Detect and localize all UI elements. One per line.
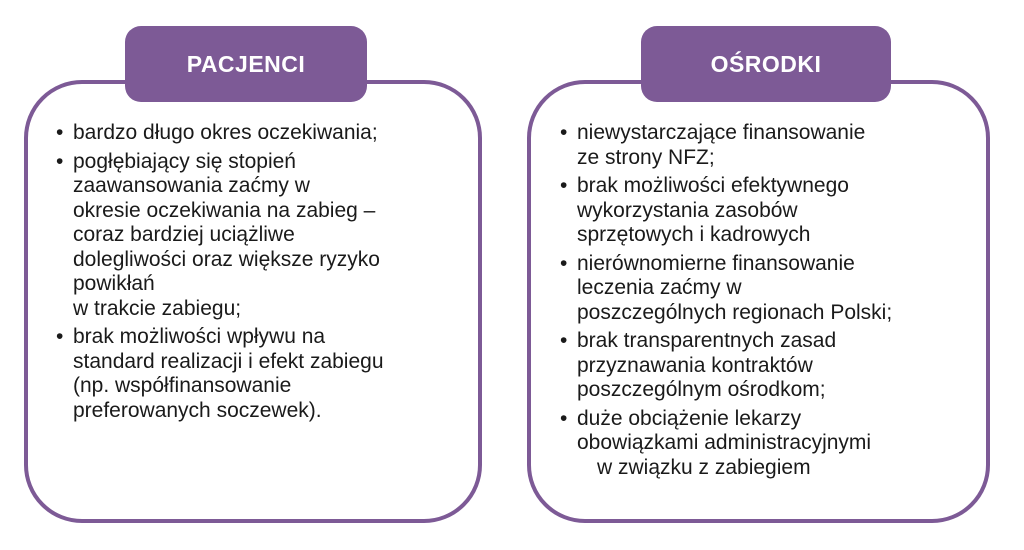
list-item	[52, 121, 470, 146]
list-item-line: preferowanych soczewek).	[73, 398, 322, 422]
list-item-line: brak możliwości efektywnego	[577, 174, 849, 197]
list-item-line: w trakcie zabiegu;	[73, 296, 242, 320]
list-item-line: poszczególnym ośrodkom;	[577, 378, 826, 401]
list-item-line: standard realizacji i efekt zabiegu	[73, 349, 384, 373]
list-item-line: brak możliwości wpływu na	[73, 325, 326, 348]
list-item-line: (np. współfinansowanie	[73, 374, 292, 397]
list-item-line: zaawansowania zaćmy w	[73, 174, 310, 197]
bullet-icon: •	[56, 325, 64, 348]
patients-title-tab	[125, 26, 367, 102]
bullet-icon: •	[560, 406, 568, 430]
list-item-line: nierównomierne finansowanie	[577, 251, 855, 275]
list-item-line: bardzo długo okres oczekiwania;	[73, 121, 378, 144]
list-item	[556, 329, 976, 403]
list-item	[556, 407, 976, 481]
list-item-line: przyznawania kontraktów	[577, 353, 813, 377]
centers-list	[556, 121, 976, 484]
list-item-line: dolegliwości oraz większe ryzyko	[73, 247, 380, 271]
list-item	[556, 174, 976, 248]
bullet-icon: •	[560, 121, 568, 144]
list-item-line: coraz bardziej uciążliwe	[73, 223, 295, 246]
list-item-line: sprzętowych i kadrowych	[577, 223, 811, 246]
bullet-icon: •	[560, 329, 568, 352]
list-item-line: ze strony NFZ;	[577, 145, 715, 169]
list-item-line: obowiązkami administracyjnymi	[577, 431, 872, 454]
centers-title: OŚRODKI	[710, 50, 822, 77]
list-item-line: okresie oczekiwania na zabieg –	[73, 198, 376, 222]
list-item-line: brak transparentnych zasad	[577, 329, 837, 352]
list-item	[52, 150, 470, 322]
bullet-icon: •	[560, 174, 568, 197]
patients-title: PACJENCI	[186, 50, 306, 77]
list-item-line: niewystarczające finansowanie	[577, 121, 866, 144]
list-item	[52, 325, 470, 423]
list-item	[556, 252, 976, 326]
list-item	[556, 121, 976, 170]
bullet-icon: •	[56, 121, 64, 144]
patients-list	[52, 121, 470, 427]
list-item-line: powikłań	[73, 272, 155, 295]
bullet-icon: •	[560, 251, 568, 275]
list-item-line: leczenia zaćmy w	[577, 276, 742, 299]
list-item-line: pogłębiający się stopień	[73, 149, 296, 173]
list-item-line: w związku z zabiegiem	[597, 455, 811, 479]
list-item-line: wykorzystania zasobów	[577, 198, 798, 222]
list-item-line: duże obciążenie lekarzy	[577, 406, 802, 430]
centers-title-tab	[641, 26, 891, 102]
list-item-line: poszczególnych regionach Polski;	[577, 300, 893, 324]
bullet-icon: •	[56, 149, 64, 173]
